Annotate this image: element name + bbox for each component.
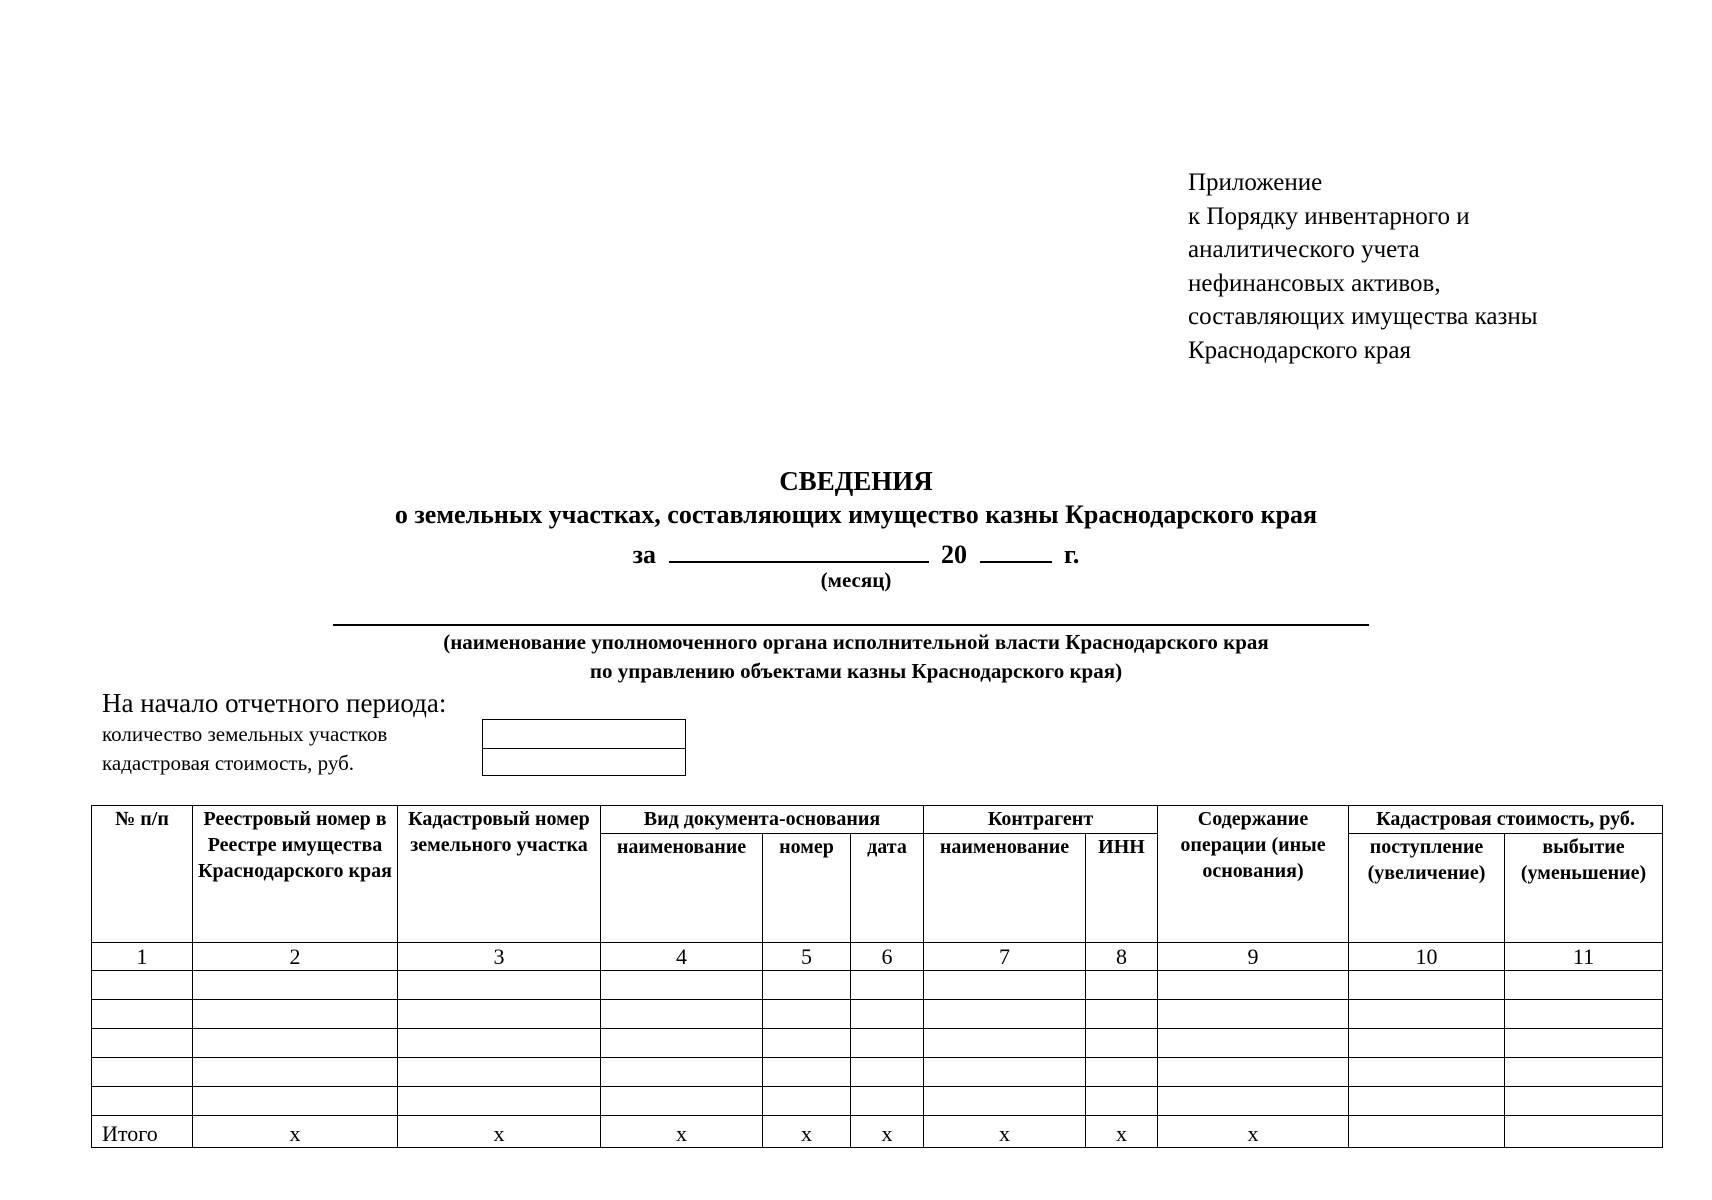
month-caption: (месяц) bbox=[820, 568, 892, 592]
total-cell: х bbox=[763, 1116, 851, 1148]
table-cell[interactable] bbox=[763, 971, 851, 1000]
period-suffix: г. bbox=[1064, 540, 1080, 569]
table-cell[interactable] bbox=[601, 1000, 763, 1029]
appendix-line: Приложение bbox=[1188, 169, 1323, 196]
table-cell[interactable] bbox=[851, 1087, 924, 1116]
document-title: СВЕДЕНИЯ bbox=[779, 466, 933, 496]
column-number: 11 bbox=[1505, 943, 1663, 971]
organization-caption-line: (наименование уполномоченного органа исполнительной власти Краснодарского края bbox=[443, 630, 1269, 654]
period-start-heading: На начало отчетного периода: bbox=[102, 688, 447, 718]
column-numbers-row bbox=[92, 943, 1663, 971]
parcel-count-label: количество земельных участков bbox=[102, 722, 388, 746]
table-cell[interactable] bbox=[1349, 1087, 1505, 1116]
table-cell[interactable] bbox=[1158, 1058, 1349, 1087]
total-cell: х bbox=[193, 1116, 398, 1148]
appendix-line: к Порядку инвентарного и bbox=[1188, 202, 1470, 230]
table-cell[interactable] bbox=[398, 1087, 601, 1116]
table-cell[interactable] bbox=[924, 1087, 1086, 1116]
column-number: 7 bbox=[924, 943, 1086, 971]
table-cell[interactable] bbox=[1158, 1000, 1349, 1029]
table-cell[interactable] bbox=[763, 1058, 851, 1087]
table-cell[interactable] bbox=[1349, 971, 1505, 1000]
table-cell[interactable] bbox=[1505, 1000, 1663, 1029]
column-number: 8 bbox=[1086, 943, 1158, 971]
table-row bbox=[92, 971, 1663, 1000]
appendix-line: составляющих имущества казны bbox=[1188, 303, 1538, 330]
total-cell: х bbox=[601, 1116, 763, 1148]
table-cell[interactable] bbox=[193, 1087, 398, 1116]
table-cell[interactable] bbox=[92, 971, 193, 1000]
table-cell[interactable] bbox=[398, 971, 601, 1000]
column-number: 6 bbox=[851, 943, 924, 971]
table-cell[interactable] bbox=[398, 1000, 601, 1029]
period-prefix: за bbox=[632, 540, 657, 569]
table-cell[interactable] bbox=[1086, 1029, 1158, 1058]
table-row bbox=[92, 1087, 1663, 1116]
table-row bbox=[92, 1058, 1663, 1087]
organization-blank-line[interactable] bbox=[333, 624, 1369, 626]
table-row bbox=[92, 1029, 1663, 1058]
parcels-table bbox=[91, 805, 1663, 1148]
table-cell[interactable] bbox=[1349, 1029, 1505, 1058]
table-row bbox=[92, 1000, 1663, 1029]
period-start-boxes bbox=[482, 719, 686, 776]
table-cell[interactable] bbox=[851, 1029, 924, 1058]
column-number: 2 bbox=[193, 943, 398, 971]
table-cell[interactable] bbox=[601, 971, 763, 1000]
total-cell-cost-decrease[interactable] bbox=[1505, 1116, 1663, 1148]
table-cell[interactable] bbox=[1158, 1029, 1349, 1058]
column-number: 5 bbox=[763, 943, 851, 971]
table-cell[interactable] bbox=[92, 1058, 193, 1087]
table-cell[interactable] bbox=[1158, 971, 1349, 1000]
table-cell[interactable] bbox=[763, 1000, 851, 1029]
total-cell: х bbox=[851, 1116, 924, 1148]
table-cell[interactable] bbox=[398, 1058, 601, 1087]
table-cell[interactable] bbox=[1349, 1058, 1505, 1087]
cadastral-value-label: кадастровая стоимость, руб. bbox=[102, 751, 355, 775]
table-cell[interactable] bbox=[92, 1000, 193, 1029]
appendix-line: аналитического учета bbox=[1188, 236, 1420, 263]
table-cell[interactable] bbox=[1505, 1087, 1663, 1116]
table-cell[interactable] bbox=[924, 971, 1086, 1000]
col-group-document: Вид документа-основания bbox=[601, 806, 924, 834]
year-blank[interactable] bbox=[980, 535, 1052, 563]
column-number: 3 bbox=[398, 943, 601, 971]
appendix-line: нефинансовых активов, bbox=[1188, 269, 1441, 297]
table-cell[interactable] bbox=[398, 1029, 601, 1058]
table-cell[interactable] bbox=[924, 1000, 1086, 1029]
table-cell[interactable] bbox=[1086, 1000, 1158, 1029]
table-cell[interactable] bbox=[92, 1087, 193, 1116]
table-cell[interactable] bbox=[193, 1029, 398, 1058]
col-header-cadastral: Кадастровый номер земельного участка bbox=[398, 806, 601, 943]
cadastral-value-field[interactable] bbox=[483, 748, 685, 776]
col-header-doc-date: дата bbox=[851, 834, 924, 943]
total-cell: х bbox=[1158, 1116, 1349, 1148]
organization-caption-line: по управлению объектами казны Краснодарского края) bbox=[589, 659, 1123, 683]
period-year: 20 bbox=[941, 540, 968, 569]
total-cell: Итого bbox=[92, 1116, 193, 1148]
table-cell[interactable] bbox=[193, 971, 398, 1000]
total-cell: х bbox=[1086, 1116, 1158, 1148]
total-cell: х bbox=[924, 1116, 1086, 1148]
appendix-line: Краснодарского края bbox=[1188, 336, 1411, 364]
column-number: 10 bbox=[1349, 943, 1505, 971]
total-cell: х bbox=[398, 1116, 601, 1148]
table-cell[interactable] bbox=[1505, 971, 1663, 1000]
total-cell-cost-increase[interactable] bbox=[1349, 1116, 1505, 1148]
appendix-note bbox=[1188, 166, 1538, 367]
table-cell[interactable] bbox=[1086, 1058, 1158, 1087]
table-cell[interactable] bbox=[924, 1058, 1086, 1087]
col-header-no: № п/п bbox=[92, 806, 193, 943]
total-row bbox=[92, 1116, 1663, 1148]
document-subtitle: о земельных участках, составляющих имущество казны Краснодарского края bbox=[394, 500, 1318, 529]
col-group-counterparty: Контрагент bbox=[924, 806, 1158, 834]
organization-caption bbox=[0, 628, 1712, 686]
column-number: 4 bbox=[601, 943, 763, 971]
table-cell[interactable] bbox=[1158, 1087, 1349, 1116]
col-header-cost-decrease: выбытие (уменьшение) bbox=[1505, 834, 1663, 943]
table-cell[interactable] bbox=[193, 1058, 398, 1087]
month-blank[interactable] bbox=[669, 535, 929, 563]
col-header-content: Содержание операции (иные основания) bbox=[1158, 806, 1349, 943]
table-cell[interactable] bbox=[924, 1029, 1086, 1058]
table-cell[interactable] bbox=[92, 1029, 193, 1058]
table-cell[interactable] bbox=[601, 1087, 763, 1116]
column-number: 1 bbox=[92, 943, 193, 971]
col-header-cost-increase: поступление (увеличение) bbox=[1349, 834, 1505, 943]
col-header-doc-name: наименование bbox=[601, 834, 763, 943]
table-cell[interactable] bbox=[1086, 1087, 1158, 1116]
col-header-doc-number: номер bbox=[763, 834, 851, 943]
period-line bbox=[0, 535, 1712, 570]
table-cell[interactable] bbox=[851, 1058, 924, 1087]
column-number: 9 bbox=[1158, 943, 1349, 971]
table-cell[interactable] bbox=[763, 1029, 851, 1058]
table-cell[interactable] bbox=[1086, 971, 1158, 1000]
table-cell[interactable] bbox=[1505, 1029, 1663, 1058]
table-cell[interactable] bbox=[601, 1058, 763, 1087]
parcel-count-field[interactable] bbox=[483, 720, 685, 748]
col-header-registry: Реестровый номер в Реестре имущества Краснодарского края bbox=[193, 806, 398, 943]
col-header-inn: ИНН bbox=[1086, 834, 1158, 943]
table-cell[interactable] bbox=[1505, 1058, 1663, 1087]
col-group-cost: Кадастровая стоимость, руб. bbox=[1349, 806, 1663, 834]
table-cell[interactable] bbox=[1349, 1000, 1505, 1029]
table-cell[interactable] bbox=[601, 1029, 763, 1058]
table-cell[interactable] bbox=[851, 971, 924, 1000]
table-cell[interactable] bbox=[763, 1087, 851, 1116]
table-cell[interactable] bbox=[851, 1000, 924, 1029]
table-cell[interactable] bbox=[193, 1000, 398, 1029]
col-header-counterparty-name: наименование bbox=[924, 834, 1086, 943]
